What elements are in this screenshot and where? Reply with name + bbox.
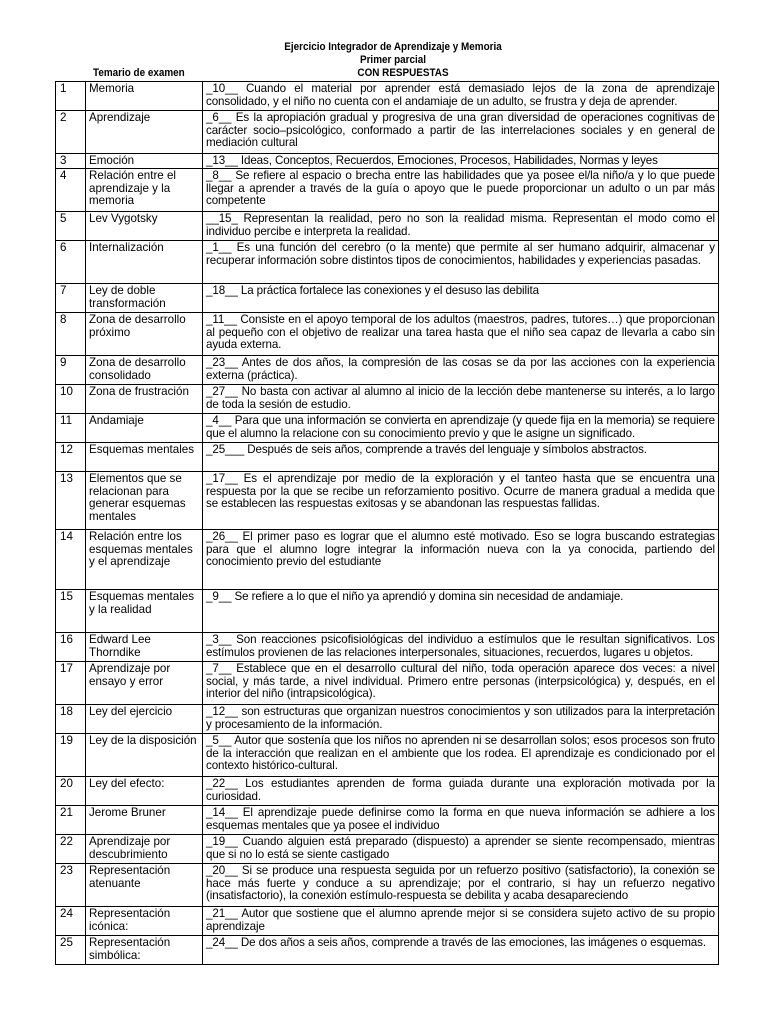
row-topic: Jerome Bruner bbox=[86, 806, 203, 835]
row-number: 11 bbox=[56, 414, 86, 443]
row-number: 9 bbox=[56, 356, 86, 385]
row-topic: Esquemas mentales y la realidad bbox=[86, 590, 203, 633]
row-topic: Representación icónica: bbox=[86, 907, 203, 936]
table-row bbox=[56, 154, 719, 169]
row-number: 3 bbox=[56, 154, 86, 169]
row-answer: _8__ Se refiere al espacio o brecha entre las habilidades que ya posee el/la niño/a y lo que puede llegar a aprender a través de la guía o apoyo que le puede proporcionar un adulto o un par más competente bbox=[203, 169, 719, 212]
row-answer: _10__ Cuando el material por aprender está demasiado lejos de la zona de aprendizaje consolidado, y el niño no cuenta con el andamiaje de un adulto, se frustra y deja de aprender. bbox=[203, 82, 719, 111]
row-answer: _25___ Después de seis años, comprende a través del lenguaje y símbolos abstractos. bbox=[203, 443, 719, 472]
row-topic: Andamiaje bbox=[86, 414, 203, 443]
row-topic: Emoción bbox=[86, 154, 203, 169]
row-answer: _5__ Autor que sostenía que los niños no aprenden ni se desarrollan solos; esos procesos son fruto de la interacción que realizan en el ambiente que los rodea. El aprendizaje es condicionado por el contexto histórico-cultural. bbox=[203, 734, 719, 777]
row-answer: _6__ Es la apropiación gradual y progresiva de una gran diversidad de operaciones cognitivas de carácter socio–psicológico, conformado a partir de las interrelaciones sociales y en general de mediación cultural bbox=[203, 111, 719, 154]
table-row bbox=[56, 590, 719, 633]
table-row bbox=[56, 111, 719, 154]
table-row bbox=[56, 472, 719, 530]
row-topic: Aprendizaje por descubrimiento bbox=[86, 835, 203, 864]
row-topic: Lev Vygotsky bbox=[86, 212, 203, 241]
row-number: 7 bbox=[56, 284, 86, 313]
row-number: 13 bbox=[56, 472, 86, 530]
row-number: 8 bbox=[56, 313, 86, 356]
document-title: Ejercicio Integrador de Aprendizaje y Memoria bbox=[284, 41, 502, 53]
row-answer: _23__ Antes de dos años, la compresión de las cosas se da por las acciones con la experiencia externa (práctica). bbox=[203, 356, 719, 385]
row-answer: _26__ El primer paso es lograr que el alumno esté motivado. Eso se logra buscando estrategias para que el alumno logre integrar la información nueva con la ya conocida, partiendo del conocimiento previo del estudiante bbox=[203, 530, 719, 590]
table-row bbox=[56, 777, 719, 806]
row-number: 4 bbox=[56, 169, 86, 212]
table-row bbox=[56, 633, 719, 662]
table-row bbox=[56, 835, 719, 864]
table-row bbox=[56, 169, 719, 212]
table-row bbox=[56, 662, 719, 705]
table-row bbox=[56, 907, 719, 936]
row-number: 5 bbox=[56, 212, 86, 241]
row-answer: __15_ Representan la realidad, pero no son la realidad misma. Representan el modo como el individuo percibe e interpreta la realidad. bbox=[203, 212, 719, 241]
row-answer: _3__ Son reacciones psicofisiológicas del individuo a estímulos que le resultan significativos. Los estímulos provienen de las relaciones interpersonales, situaciones, recuerdos, lugares u objetos. bbox=[203, 633, 719, 662]
table-row bbox=[56, 443, 719, 472]
row-topic: Memoria bbox=[86, 82, 203, 111]
column-label: Temario de examen bbox=[93, 67, 185, 79]
row-topic: Representación atenuante bbox=[86, 864, 203, 907]
table-row bbox=[56, 806, 719, 835]
row-topic: Zona de desarrollo consolidado bbox=[86, 356, 203, 385]
row-topic: Elementos que se relacionan para generar esquemas mentales bbox=[86, 472, 203, 530]
row-topic: Esquemas mentales bbox=[86, 443, 203, 472]
row-answer: _1__ Es una función del cerebro (o la mente) que permite al ser humano adquirir, almacenar y recuperar información sobre distintos tipos de conocimientos, habilidades y experiencias pasadas. bbox=[203, 241, 719, 284]
row-number: 14 bbox=[56, 530, 86, 590]
row-answer: _13__ Ideas, Conceptos, Recuerdos, Emociones, Procesos, Habilidades, Normas y leyes bbox=[203, 154, 719, 169]
table-row bbox=[56, 936, 719, 965]
row-number: 15 bbox=[56, 590, 86, 633]
row-number: 20 bbox=[56, 777, 86, 806]
row-topic: Relación entre el aprendizaje y la memoria bbox=[86, 169, 203, 212]
row-number: 10 bbox=[56, 385, 86, 414]
row-topic: Ley del ejercicio bbox=[86, 705, 203, 734]
row-answer: _24__ De dos años a seis años, comprende a través de las emociones, las imágenes o esquemas. bbox=[203, 936, 719, 965]
table-row bbox=[56, 356, 719, 385]
row-answer: _21__ Autor que sostiene que el alumno aprende mejor si se considera sujeto activo de su propio aprendizaje bbox=[203, 907, 719, 936]
document-header bbox=[0, 41, 768, 66]
row-number: 12 bbox=[56, 443, 86, 472]
answers-label: CON RESPUESTAS bbox=[357, 67, 449, 79]
row-number: 18 bbox=[56, 705, 86, 734]
document-subtitle: Primer parcial bbox=[359, 53, 427, 66]
row-topic: Zona de desarrollo próximo bbox=[86, 313, 203, 356]
exam-table bbox=[55, 81, 719, 965]
row-number: 24 bbox=[56, 907, 86, 936]
row-number: 6 bbox=[56, 241, 86, 284]
row-answer: _17__ Es el aprendizaje por medio de la exploración y el tanteo hasta que se encuentra una respuesta por la que se recibe un reforzamiento positivo. Ocurre de manera gradual a medida que se establecen las respuestas exitosas y se abandonan las respuestas fallidas. bbox=[203, 472, 719, 530]
table-row bbox=[56, 313, 719, 356]
row-topic: Ley de doble transformación bbox=[86, 284, 203, 313]
table-row bbox=[56, 530, 719, 590]
row-topic: Internalización bbox=[86, 241, 203, 284]
table-row bbox=[56, 734, 719, 777]
table-row bbox=[56, 414, 719, 443]
row-number: 1 bbox=[56, 82, 86, 111]
table-row bbox=[56, 212, 719, 241]
row-topic: Aprendizaje por ensayo y error bbox=[86, 662, 203, 705]
row-answer: _12__ son estructuras que organizan nuestros conocimientos y son utilizados para la interpretación y procesamiento de la información. bbox=[203, 705, 719, 734]
table-row bbox=[56, 385, 719, 414]
row-topic: Ley del efecto: bbox=[86, 777, 203, 806]
row-number: 17 bbox=[56, 662, 86, 705]
row-answer: _22__ Los estudiantes aprenden de forma guiada durante una exploración motivada por la curiosidad. bbox=[203, 777, 719, 806]
table-row bbox=[56, 284, 719, 313]
row-topic: Aprendizaje bbox=[86, 111, 203, 154]
row-number: 22 bbox=[56, 835, 86, 864]
row-topic: Representación simbólica: bbox=[86, 936, 203, 965]
row-answer: _19__ Cuando alguien está preparado (dispuesto) a aprender se siente recompensado, mientras que si no lo está se siente castigado bbox=[203, 835, 719, 864]
row-answer: _14__ El aprendizaje puede definirse como la forma en que nueva información se adhiere a los esquemas mentales que ya posee el individuo bbox=[203, 806, 719, 835]
row-number: 2 bbox=[56, 111, 86, 154]
row-topic: Edward Lee Thorndike bbox=[86, 633, 203, 662]
row-answer: _18__ La práctica fortalece las conexiones y el desuso las debilita bbox=[203, 284, 719, 313]
table-row bbox=[56, 241, 719, 284]
row-answer: _20__ Si se produce una respuesta seguida por un refuerzo positivo (satisfactorio), la conexión se hace más fuerte y conduce a su aprendizaje; por el contrario, si hay un refuerzo negativo (insatisfactorio), la conexión estímulo-respuesta se debilita y acaba desapareciendo bbox=[203, 864, 719, 907]
row-answer: _9__ Se refiere a lo que el niño ya aprendió y domina sin necesidad de andamiaje. bbox=[203, 590, 719, 633]
row-number: 16 bbox=[56, 633, 86, 662]
row-answer: _11__ Consiste en el apoyo temporal de los adultos (maestros, padres, tutores…) que proporcionan al pequeño con el objetivo de realizar una tarea hasta que el niño sea capaz de llevarla a cabo sin ayuda externa. bbox=[203, 313, 719, 356]
row-answer: _7__ Establece que en el desarrollo cultural del niño, toda operación aparece dos veces: a nivel social, y más tarde, a nivel individual. Primero entre personas (interpsicológica) y, después, en el interior del niño (intrapsicológica). bbox=[203, 662, 719, 705]
row-topic: Zona de frustración bbox=[86, 385, 203, 414]
row-topic: Relación entre los esquemas mentales y el aprendizaje bbox=[86, 530, 203, 590]
row-answer: _27__ No basta con activar al alumno al inicio de la lección debe mantenerse su interés, a lo largo de toda la sesión de estudio. bbox=[203, 385, 719, 414]
row-topic: Ley de la disposición bbox=[86, 734, 203, 777]
row-answer: _4__ Para que una información se convierta en aprendizaje (y quede fija en la memoria) se requiere que el alumno la relacione con su conocimiento previo y que le asigne un significado. bbox=[203, 414, 719, 443]
row-number: 23 bbox=[56, 864, 86, 907]
table-row bbox=[56, 705, 719, 734]
table-row bbox=[56, 864, 719, 907]
row-number: 25 bbox=[56, 936, 86, 965]
table-row bbox=[56, 82, 719, 111]
row-number: 21 bbox=[56, 806, 86, 835]
row-number: 19 bbox=[56, 734, 86, 777]
